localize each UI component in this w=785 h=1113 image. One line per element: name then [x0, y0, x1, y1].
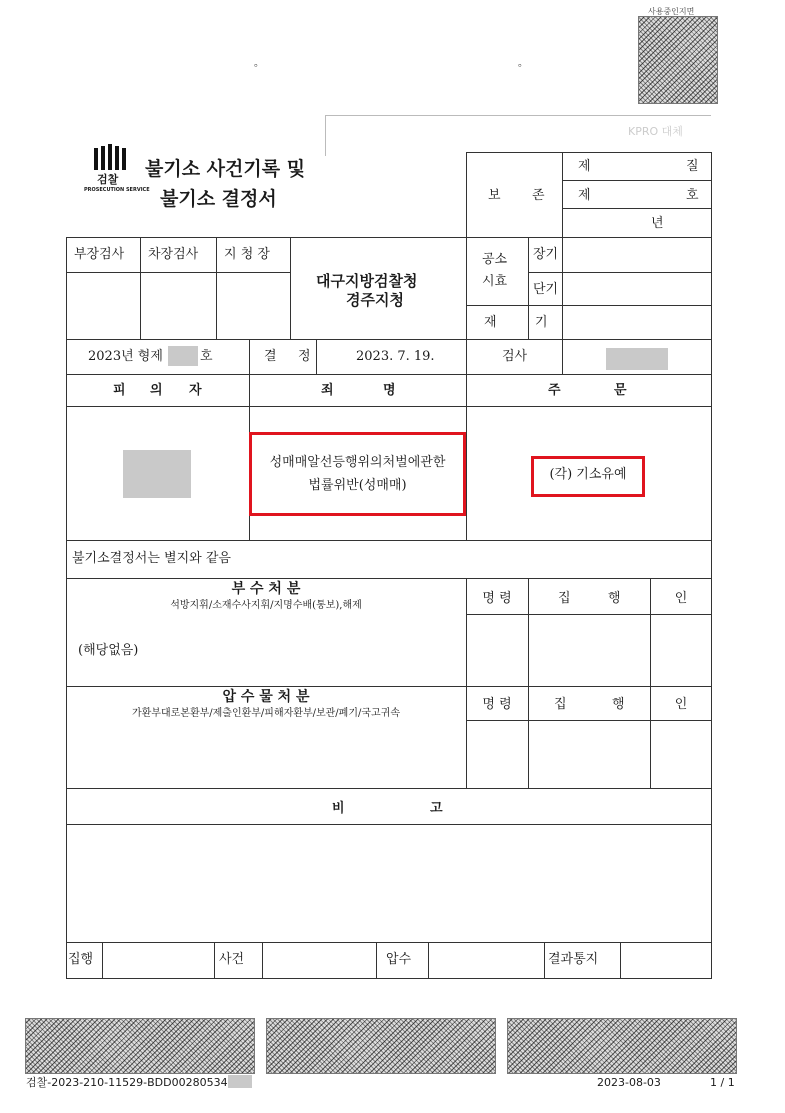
charge-text: 성매매알선등행위의처벌에관한 — [269, 455, 446, 470]
suspect-header: 의 — [150, 383, 163, 398]
execution-label: 행 — [612, 697, 625, 712]
restart-label: 기 — [535, 315, 548, 330]
preservation-ho: 호 — [686, 188, 699, 203]
order-label: 명 령 — [482, 591, 512, 606]
seal-label: 인 — [674, 697, 688, 712]
suspect-header: 피 — [113, 383, 126, 398]
qr-code-image — [638, 16, 718, 104]
preservation-jil: 질 — [686, 159, 699, 174]
statute-long: 장기 — [533, 247, 559, 262]
preservation-je: 제 — [578, 188, 591, 203]
decision-date: 2023. 7. 19. — [356, 349, 435, 364]
suspect-header: 자 — [189, 383, 202, 398]
logo-text-en: PROSECUTION SERVICE — [84, 187, 150, 193]
charge-highlight-box — [249, 432, 466, 516]
preservation-year: 년 — [651, 216, 664, 231]
redacted-case-number — [168, 346, 198, 366]
decision-label: 정 — [298, 349, 311, 364]
prosecutor-label: 검사 — [502, 349, 528, 364]
execution-label: 행 — [608, 591, 621, 606]
execution-label: 집 — [558, 591, 571, 606]
redacted-prosecutor-name — [606, 348, 668, 370]
attached-disposition-value: (해당없음) — [78, 643, 139, 658]
seizure-cell: 압수 — [386, 952, 412, 967]
decision-label: 결 — [264, 349, 277, 364]
execution-label: 집 — [554, 697, 567, 712]
result-notice-cell: 결과통지 — [548, 952, 599, 967]
charge-header: 명 — [383, 383, 396, 398]
order-label: 명 령 — [482, 697, 512, 712]
case-number-prefix: 2023년 형제 — [88, 349, 163, 364]
preservation-je: 제 — [578, 159, 591, 174]
remarks-header: 비 — [332, 801, 345, 816]
disposition-text: (각) 기소유예 — [549, 467, 627, 482]
seal-label: 인 — [674, 591, 688, 606]
office-name: 대구지방검찰청 — [316, 272, 418, 290]
office-branch: 경주지청 — [346, 291, 404, 309]
statute-label: 공소 — [482, 252, 508, 267]
statute-label: 시효 — [482, 274, 508, 289]
barcode-image — [266, 1018, 496, 1074]
qr-caption: 사용중인지면 — [648, 7, 695, 16]
approval-label: 차장검사 — [148, 247, 199, 262]
approval-label: 부장검사 — [74, 247, 125, 262]
remarks-header: 고 — [430, 801, 443, 816]
redacted-suspect-name — [123, 450, 191, 498]
case-cell: 사건 — [219, 952, 245, 967]
preservation-label: 보 — [488, 188, 501, 203]
logo-text-kr: 검찰 — [97, 173, 119, 186]
seizure-disposition-title: 압 수 물 처 분 — [222, 689, 310, 705]
barcode-image — [507, 1018, 737, 1074]
disposition-header: 문 — [614, 383, 627, 398]
execution-cell: 집행 — [68, 952, 94, 967]
attached-disposition-title: 부 수 처 분 — [231, 581, 301, 597]
redacted-document-id — [228, 1075, 252, 1088]
seizure-disposition-subtitle: 가환부대로본환부/제출인환부/피해자환부/보관/폐기/국고귀속 — [131, 708, 400, 719]
preservation-label: 존 — [532, 188, 545, 203]
charge-text: 법률위반(성매매) — [308, 478, 407, 493]
approval-label: 지 청 장 — [224, 247, 270, 262]
footer-date: 2023-08-03 — [597, 1076, 661, 1089]
prosecution-logo-icon — [93, 144, 129, 170]
attached-disposition-subtitle: 석방지휘/소재수사지휘/지명수배(통보),해제 — [170, 600, 362, 611]
statute-short: 단기 — [533, 282, 559, 297]
dot-mark: 。 — [518, 58, 528, 69]
faint-stamp: KPRO 대체 — [628, 125, 683, 138]
document-title-line1: 불기소 사건기록 및 — [145, 158, 306, 180]
restart-label: 재 — [484, 315, 497, 330]
footer-document-id: 검찰-2023-210-11529-BDD00280534 — [26, 1076, 228, 1089]
charge-header: 죄 — [321, 383, 334, 398]
disposition-header: 주 — [548, 383, 561, 398]
case-number-suffix: 호 — [200, 349, 213, 364]
footer-page: 1 / 1 — [710, 1076, 735, 1089]
decision-note: 불기소결정서는 별지와 같음 — [72, 551, 231, 566]
barcode-image — [25, 1018, 255, 1074]
dot-mark: 。 — [254, 58, 264, 69]
document-title-line2: 불기소 결정서 — [160, 188, 277, 210]
